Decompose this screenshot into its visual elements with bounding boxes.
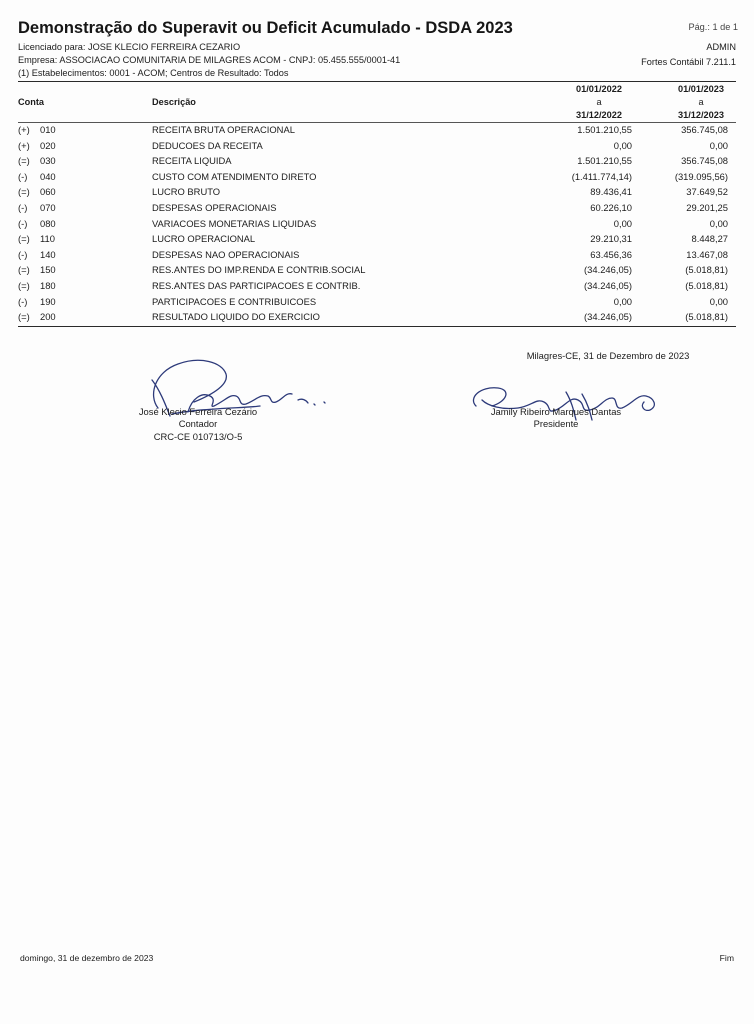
row-account: 140 (40, 248, 56, 260)
row-value-2022: 29.210,31 (590, 233, 632, 245)
row-value-2022: 0,00 (613, 295, 632, 307)
table-row (18, 218, 736, 234)
row-description: DESPESAS NAO OPERACIONAIS (152, 248, 300, 260)
row-value-2022: 0,00 (613, 139, 632, 151)
footer-end: Fim (719, 953, 734, 963)
row-description: DESPESAS OPERACIONAIS (152, 202, 277, 213)
row-operator: (=) (18, 155, 30, 167)
row-account: 020 (40, 139, 56, 151)
table-row (18, 280, 736, 296)
row-value-2022: (1.411.774,14) (571, 170, 632, 182)
row-description: RES.ANTES DO IMP.RENDA E CONTRIB.SOCIAL (152, 264, 366, 276)
row-operator: (=) (18, 311, 30, 323)
table-row (18, 202, 736, 218)
period2-start: 01/01/2023 (678, 84, 724, 94)
report-title: Demonstração do Superavit ou Deficit Acumulado - DSDA 2023 (18, 19, 513, 37)
row-account: 010 (40, 124, 56, 135)
row-operator: (=) (18, 264, 30, 276)
row-value-2023: 29.201,25 (686, 202, 728, 213)
table-row (18, 233, 736, 249)
place-and-date: Milagres-CE, 31 de Dezembro de 2023 (526, 350, 690, 361)
row-operator: (-) (18, 248, 28, 260)
row-value-2022: (34.246,05) (584, 311, 632, 323)
header-bottom-rule (18, 122, 736, 123)
row-operator: (=) (18, 233, 30, 245)
row-value-2022: 89.436,41 (590, 186, 632, 198)
table-row (18, 155, 736, 171)
row-account: 200 (40, 311, 56, 323)
row-description: CUSTO COM ATENDIMENTO DIRETO (152, 170, 317, 182)
row-value-2023: 13.467,08 (686, 248, 728, 260)
row-value-2023: 356.745,08 (681, 155, 728, 167)
row-description: VARIACOES MONETARIAS LIQUIDAS (152, 217, 317, 229)
software-version: Fortes Contábil 7.211.1 (641, 57, 736, 67)
header-top-rule (18, 81, 736, 82)
president-role: Presidente (533, 418, 579, 429)
period2-end: 31/12/2023 (678, 110, 724, 120)
row-operator: (=) (18, 280, 30, 291)
table-row (18, 124, 736, 140)
row-account: 110 (40, 233, 55, 245)
row-value-2023: 356.745,08 (681, 124, 728, 135)
col-header-description: Descrição (152, 97, 196, 107)
row-description: PARTICIPACOES E CONTRIBUICOES (152, 295, 317, 307)
accountant-registration: CRC-CE 010713/O-5 (153, 431, 243, 442)
row-value-2023: (5.018,81) (685, 280, 728, 291)
footer-date: domingo, 31 de dezembro de 2023 (20, 953, 154, 963)
table-row (18, 171, 736, 187)
row-account: 150 (40, 264, 56, 276)
row-description: LUCRO OPERACIONAL (152, 233, 256, 245)
page-number: Pág.: 1 de 1 (688, 22, 738, 32)
row-operator: (-) (18, 295, 28, 307)
establishments-info: (1) Estabelecimentos: 0001 - ACOM; Centros de Resultado: Todos (18, 68, 289, 78)
accountant-role: Contador (178, 418, 218, 429)
row-value-2022: 1.501.210,55 (577, 124, 632, 135)
row-description: RECEITA BRUTA OPERACIONAL (152, 124, 295, 135)
period1-sep: a (596, 97, 602, 107)
row-account: 190 (40, 295, 56, 307)
row-account: 070 (40, 202, 56, 213)
row-value-2022: 1.501.210,55 (577, 155, 632, 167)
table-row (18, 296, 736, 312)
row-description: DEDUCOES DA RECEITA (152, 139, 263, 151)
row-operator: (-) (18, 217, 28, 229)
row-description: RECEITA LIQUIDA (152, 155, 232, 167)
row-value-2023: (319.095,56) (674, 170, 728, 182)
row-value-2023: (5.018,81) (685, 264, 728, 276)
row-value-2023: 0,00 (709, 139, 728, 151)
row-account: 180 (40, 280, 56, 291)
row-account: 040 (40, 170, 56, 182)
col-header-account: Conta (18, 97, 45, 107)
row-value-2023: 0,00 (709, 217, 728, 229)
period1-end: 31/12/2022 (576, 110, 622, 120)
row-operator: (-) (18, 170, 28, 182)
row-value-2022: (34.246,05) (584, 264, 632, 276)
row-value-2023: 37.649,52 (686, 186, 728, 198)
row-account: 080 (40, 217, 56, 229)
company-info: Empresa: ASSOCIACAO COMUNITARIA DE MILAGRES ACOM - CNPJ: 05.455.555/0001-41 (18, 55, 401, 65)
row-value-2022: (34.246,05) (584, 280, 632, 291)
row-description: RESULTADO LIQUIDO DO EXERCICIO (152, 311, 320, 323)
table-row (18, 186, 736, 202)
row-operator: (=) (18, 186, 30, 198)
user-label: ADMIN (706, 42, 736, 52)
period2-sep: a (698, 97, 704, 107)
president-name: Jamily Ribeiro Marques Dantas (490, 406, 622, 417)
table-row (18, 311, 736, 327)
table-row (18, 140, 736, 156)
table-row (18, 264, 736, 280)
row-value-2023: 0,00 (709, 295, 728, 307)
row-operator: (+) (18, 124, 30, 135)
row-value-2023: 8.448,27 (691, 233, 728, 245)
row-value-2023: (5.018,81) (685, 311, 728, 323)
row-value-2022: 0,00 (613, 217, 632, 229)
period1-start: 01/01/2022 (576, 84, 622, 94)
table-bottom-rule (18, 326, 736, 327)
row-description: LUCRO BRUTO (152, 186, 221, 198)
row-operator: (+) (18, 139, 30, 151)
row-value-2022: 63.456,36 (590, 248, 632, 260)
row-operator: (-) (18, 202, 28, 213)
row-account: 060 (40, 186, 56, 198)
licensed-to: Licenciado para: JOSE KLECIO FERREIRA CEZARIO (18, 42, 241, 52)
row-description: RES.ANTES DAS PARTICIPACOES E CONTRIB. (152, 280, 361, 291)
row-value-2022: 60.226,10 (590, 202, 632, 213)
row-account: 030 (40, 155, 56, 167)
table-row (18, 249, 736, 265)
accountant-name: José Klecio Ferreira Cezário (138, 406, 258, 417)
